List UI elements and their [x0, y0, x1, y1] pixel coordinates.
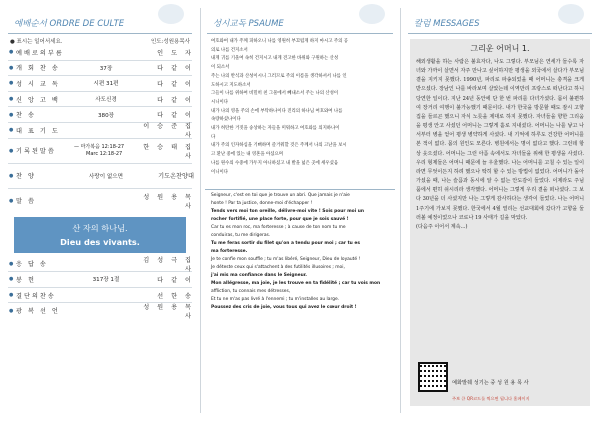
- service-item-detail: 37장: [99, 65, 113, 72]
- psalm-line: Tu me feras sortir du filet qu'on a tendu pour moi ; car tu es: [211, 240, 360, 246]
- service-item-person: 한 승 태 집사: [143, 143, 194, 160]
- service-item-detail: 시편 31편: [93, 81, 119, 88]
- service-item-person: 성 원 용 목 사: [143, 303, 194, 320]
- service-item-name: 예배로의부름: [16, 49, 64, 57]
- service-item-name: 응 답 송: [16, 261, 48, 269]
- qr-code-pattern: [420, 364, 446, 390]
- divider: [8, 91, 192, 92]
- psalm-line: 도하시고 지도하소서: [211, 82, 251, 88]
- bullet: ●: [9, 147, 14, 154]
- service-item-person: 선 한 송: [157, 292, 194, 300]
- psalm-line: Car tu es mon roc, ma forteresse ; à cause de ton nom tu me: [211, 225, 346, 231]
- bullet: ●: [9, 111, 14, 118]
- psalm-line: 의로 나를 건지소서: [211, 47, 248, 53]
- service-item-person: 다 같 이: [157, 65, 194, 73]
- divider: [8, 163, 192, 164]
- service-item-name: 광 복 선 언: [16, 308, 60, 316]
- bullet: ●: [9, 307, 14, 314]
- service-item-person: 기도온찬양대: [158, 173, 194, 181]
- service-item-name: 찬 양: [16, 173, 36, 181]
- section-title: 성시교독 PSAUME: [213, 19, 284, 29]
- psalm-line: 나를 원수의 수중에 가두지 아니하셨고 내 발을 넓은 곳에 세우셨음: [211, 160, 339, 166]
- article-title: 그리운 어머니 1.: [470, 44, 530, 53]
- service-row: [6, 303, 194, 320]
- article-body: [416, 58, 584, 232]
- psalm-line: Tends vers moi ton oreille, délivre-moi vite ! Sois pour moi un: [211, 209, 364, 215]
- sermon-title-fr: Dieu des vivants.: [60, 236, 140, 247]
- service-item-person: 성 원 용 목 사: [143, 193, 194, 210]
- column-article: [410, 39, 590, 406]
- divider: [8, 60, 192, 61]
- service-item-name: 결단의찬송: [16, 292, 56, 300]
- leader-label: 인도:성원용목사: [150, 39, 190, 45]
- psalm-line: 내게 귀를 기울여 속히 건지시고 내게 견고한 바위와 구원하는 산성: [211, 56, 339, 62]
- psalm-line: 속량하셨나이다: [211, 117, 241, 123]
- messages-column: [400, 0, 600, 423]
- psalm-line: 고 환난 중에 있는 내 영혼을 아셨으며: [211, 152, 283, 158]
- section-header: [207, 0, 393, 34]
- psalm-column: [200, 0, 400, 423]
- service-item-name: 신 앙 고 백: [16, 96, 60, 104]
- service-list: [6, 46, 194, 140]
- psalm-line: affliction, tu connais mes détresses,: [211, 288, 291, 294]
- psalm-korean: [205, 34, 395, 177]
- psalm-line: 이 되소서: [211, 65, 230, 71]
- psalm-line: 그들이 나를 위하여 비밀히 친 그물에서 빼내소서 주는 나의 산성이: [211, 91, 339, 97]
- psalm-line: rocher fortifié, une place forte, pour que je sois sauvé !: [211, 217, 349, 223]
- bullet: ●: [9, 260, 14, 267]
- service-item-name: 봉 헌: [16, 276, 36, 284]
- order-of-service-column: [0, 0, 200, 423]
- service-row: [6, 140, 194, 162]
- psalm-line: Je te confie mon souffle ; tu m'as libéré, Seigneur, Dieu de loyauté !: [211, 256, 361, 262]
- divider: [8, 287, 192, 288]
- service-row: [6, 93, 194, 106]
- section-header: [8, 0, 192, 34]
- service-row: [6, 62, 194, 75]
- section-header: [408, 0, 592, 34]
- bullet: ●: [9, 80, 14, 87]
- bullet: ●: [9, 276, 14, 283]
- service-item-detail: 사도신경: [95, 97, 117, 104]
- service-item-person: 다 같 이: [157, 276, 194, 284]
- service-item-name: 대 표 기 도: [16, 127, 60, 135]
- service-item-name: 성 시 교 독: [16, 80, 60, 88]
- psalm-line: 내가 주의 인자하심을 기뻐하며 즐거워할 것은 주께서 나의 고난을 보시: [211, 143, 347, 149]
- psalm-line: 내가 나의 영을 주의 손에 부탁하나이다 진리의 하나님 여호와여 나를: [211, 108, 343, 114]
- psalm-line: Et tu ne m'as pas livré à l'ennemi ; tu m'installes au large.: [211, 296, 340, 302]
- divider: [8, 106, 192, 107]
- stand-note: ● 표시는 일어서세요.: [10, 39, 63, 45]
- service-item-name: 말 씀: [16, 198, 36, 206]
- bullet: ●: [9, 292, 14, 299]
- sermon-title-ko: 산 자의 하나님.: [72, 222, 128, 233]
- service-row: [6, 108, 194, 121]
- section-title: 예배순서 ORDRE DE CULTE: [14, 19, 125, 29]
- article-text: 해외생활을 하는 사람은 불효자다, 나도 그렇다. 부모님은 연세가 들수록 자녀와 가까이 살면서 자주 만나고 싶어하지만 평생을 외국에서 살다가 부모님 곁을 지키지 못했다. 1990년, 파리로 파송되었을 때 어머니는 충격을 크게 받으셨다. 장남인 나를 바라보며 살았는데 이역만리 프랑스로 떠난다고 하니 당연한 일이다. 지난 24년 동안에 단 한 번 파리를 다녀가셨다. 몸이 불편하여 장거리 여행이 불가능했기 때문이다. 내가 한국을 방문할 때도 잠시 고향집을 들르곤 했으니 자식 노릇을 제대로 하지 못했다. 자녀들을 향한 그리움을 평생 안고 사셨던 어머니는 그렇게 홀로 지내셨다. 어머니는 나를 낳고 나서부터 병을 얻어 평생 병약하게 사셨다. 내 기억에 하루도 건강한 어머니를 본 적이 없다. 몸의 원인도 모른다. 병원에서는 명이 없다고 했다. 그런데 항상 웃으셨다. 어머니는 그런 아픔 속에서도 자녀들을 위해 한 평생을 사셨다. 우리 형제들은 어머니 때문에 늘 우울했다. 나는 어머니를 고칠 수 있는 일이라면 무엇이든지 하려 했으나 딱히 할 수 있는 방법이 없었다. 어머니가 돌아가셨을 때, 나는 슬픔과 동시에 알 수 없는 안도감이 들었다. 이제라도 주님 품에서 편히 쉬시리라 생각했다. 어머니는 그렇게 우리 곁을 떠나셨다. 그 보다 30년을 더 사셨지만 나는 그렇게 감사하다는 생각이 들었다. 나는 어머니 1주기에 가보지 못했다. 한국에서 4월 열리는 선교대회에 갔다가 고향을 둘러볼 예정이었으나 코로나 19 사태가 길을 막았다.: [416, 59, 584, 221]
- psalm-line: Poussez des cris de joie, vous tous qui avez le cœur droit !: [211, 304, 357, 310]
- psalm-line: 주는 나의 반석과 산성이시니 그러므로 주의 이름을 생각하셔서 나를 인: [211, 73, 347, 79]
- scripture-ref: [70, 144, 142, 158]
- psalm-line: 내가 허탄한 거짓을 숭상하는 자들을 미워하고 여호와를 의지하나이: [211, 126, 340, 132]
- qr-notice: 주보 큐 QR코드를 찍으면 됩니다 홈페이지: [452, 396, 530, 401]
- psalm-line: j'ai mis ma confiance dans le Seigneur.: [211, 272, 307, 278]
- divider: [8, 188, 192, 189]
- author-signature: 예화발췌 성기는 중 성 원 용 목 사: [452, 380, 529, 386]
- bullet: ●: [9, 64, 14, 71]
- scripture-ko: — 마가복음 12:18-27: [74, 143, 125, 150]
- service-subheader: [6, 34, 194, 46]
- service-item-person: 다 같 이: [157, 80, 194, 88]
- service-item-person: 다 같 이: [157, 112, 194, 120]
- service-item-person: 김 성 극 집사: [143, 256, 194, 273]
- decoration-icon: [558, 4, 584, 24]
- service-item-detail: 380장: [97, 112, 115, 119]
- service-row: [6, 190, 194, 212]
- service-item-person: 이 승 준 집사: [143, 123, 194, 140]
- bullet: ●: [9, 172, 14, 179]
- continued-note: (다음주 이어서 계속...): [416, 223, 468, 230]
- service-item-person: 인 도 자: [157, 49, 194, 57]
- service-row: [6, 123, 194, 140]
- bullet: ●: [9, 96, 14, 103]
- psalm-line: Seigneur, c'est en toi que je trouve un abri. Que jamais je n'aie: [211, 193, 350, 199]
- psalm-line: 여호와여 내가 주께 피하오니 나를 영원히 부끄럽게 하지 마시고 주의 공: [211, 39, 348, 44]
- service-row: [6, 77, 194, 90]
- service-list: [6, 256, 194, 320]
- service-row: [6, 46, 194, 59]
- service-item-name: 기록된말씀: [16, 148, 56, 156]
- sermon-title-box: [14, 217, 186, 253]
- service-item-name: 개 회 찬 송: [16, 65, 60, 73]
- service-row: [6, 165, 194, 187]
- psalm-line: 이니이다: [211, 169, 228, 175]
- service-item-name: 찬 송: [16, 112, 36, 120]
- psalm-line: Mon allégresse, ma joie, je les trouve en ta fidélité ; car tu vois mon: [211, 280, 381, 286]
- psalm-line: 다: [211, 134, 216, 140]
- psalm-line: 시니이다: [211, 99, 228, 105]
- bullet: ●: [9, 197, 14, 204]
- decoration-icon: [158, 4, 184, 24]
- bullet: ●: [9, 127, 14, 134]
- service-item-person: 다 같 이: [157, 96, 194, 104]
- psalm-line: honte ! Par ta justice, donne-moi d'échapper !: [211, 201, 313, 207]
- section-title: 칼럼 MESSAGES: [414, 19, 480, 29]
- service-row: [6, 258, 194, 271]
- divider: [8, 75, 192, 76]
- decoration-icon: [359, 4, 385, 24]
- psalm-line: ma forteresse.: [211, 248, 248, 254]
- service-item-detail: 사랑이 없으면: [88, 173, 124, 180]
- service-row: [6, 273, 194, 286]
- psalm-line: conduiras, tu me dirigeras.: [211, 233, 271, 239]
- service-row: [6, 289, 194, 302]
- psalm-french: [205, 189, 395, 311]
- psalm-line: Je déteste ceux qui s'attachent à des futilités illusoires ; moi,: [211, 264, 345, 270]
- bullet: ●: [9, 49, 14, 56]
- service-item-detail: 317장 1절: [92, 277, 120, 284]
- scripture-fr: Marc 12:18-27: [86, 150, 123, 157]
